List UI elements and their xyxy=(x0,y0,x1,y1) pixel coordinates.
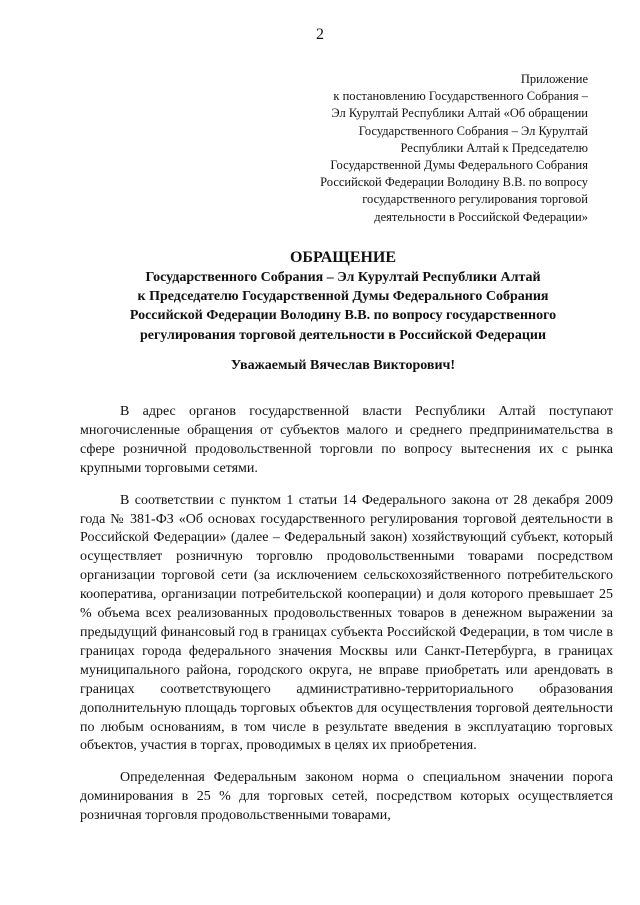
paragraph: В адрес органов государственной власти Республики Алтай поступают многочисленные обращения от субъектов малого и среднего предпринимательства в сфере розничной продовольственной торговли по вопросу вытеснения их с рынка крупными торговыми сетями. xyxy=(80,404,613,476)
page-number: 2 xyxy=(316,26,324,43)
title-line: к Председателю Государственной Думы Федерального Собрания xyxy=(137,289,549,305)
paragraph: Определенная Федеральным законом норма о специальном значении порога доминирования в 25 % для торговых сетей, посредством которых осуществляется розничная торговля продовольственными товарами, xyxy=(80,770,613,824)
document-title: ОБРАЩЕНИЕ xyxy=(289,249,397,266)
appendix-line: Республики Алтай к Председателю xyxy=(400,140,588,155)
appendix-line: Эл Курултай Республики Алтай «Об обращении xyxy=(331,106,588,121)
body-text xyxy=(80,403,613,839)
title-line: Российской Федерации Володину В.В. по вопросу государственного xyxy=(129,308,557,324)
appendix-block xyxy=(288,71,588,226)
title-line: Государственного Собрания – Эл Курултай Республики Алтай xyxy=(145,270,541,285)
appendix-line: Государственной Думы Федерального Собрания xyxy=(330,158,588,173)
document-title-block xyxy=(70,248,616,345)
salutation: Уважаемый Вячеслав Викторович! xyxy=(230,358,456,373)
title-line: регулирования торговой деятельности в Российской Федерации xyxy=(139,327,547,343)
appendix-line: Российской Федерации Володину В.В. по вопросу xyxy=(320,175,588,190)
appendix-line: деятельности в Российской Федерации» xyxy=(374,209,588,224)
appendix-line: к постановлению Государственного Собрания – xyxy=(333,89,588,104)
appendix-line: государственного регулирования торговой xyxy=(362,192,588,207)
paragraph: В соответствии с пунктом 1 статьи 14 Федерального закона от 28 декабря 2009 года № 381-ФЗ «Об основах государственного регулирования торговой деятельности в Российской Федерации» (далее – Федеральный закон) хозяйствующий субъект, который осуществляет розничную торговлю продовольственными товарами посредством организации торговой сети (за исключением сельскохозяйственного потребительского кооператива, организации потребительской кооперации) и доля которого превышает 25 % объема всех реализованных продовольственных товаров в денежном выражении за предыдущий финансовый год в границах субъекта Российской Федерации, в том числе в границах города федерального значения Москвы или Санкт-Петербурга, в границах муниципального района, городского округа, не вправе приобретать или арендовать в границах соответствующего административно-территориального образования дополнительную площадь торговых объектов для осуществления торговой деятельности по любым основаниям, в том числе в результате введения в эксплуатацию торговых объектов, участия в торгах, проводимых в целях их приобретения. xyxy=(80,492,613,754)
appendix-line: Государственного Собрания – Эл Курултай xyxy=(358,123,588,138)
appendix-line: Приложение xyxy=(520,72,588,86)
